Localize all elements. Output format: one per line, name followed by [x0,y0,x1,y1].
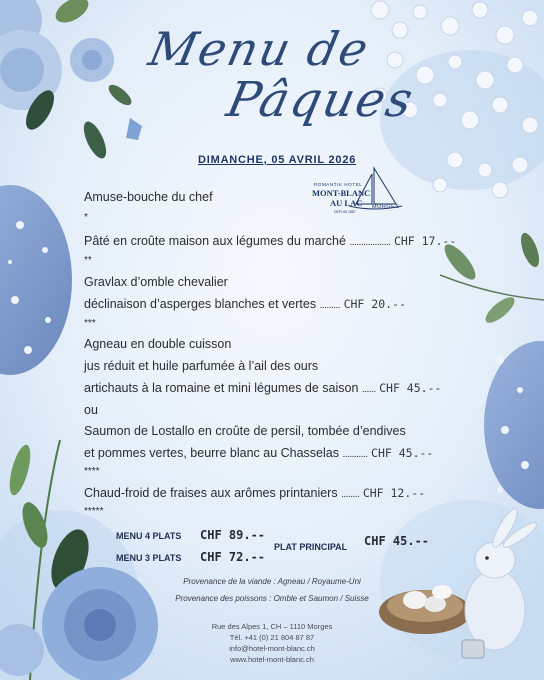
address-street: Rue des Alpes 1, CH – 1110 Morges [211,622,333,631]
course-separator: **** [84,466,100,477]
menu-item-saumon-detail [84,446,433,460]
dish-price: CHF 17.-- [393,234,457,248]
menu-item-gravlax-detail [84,297,406,311]
menu-item-gravlax-title: Gravlax d’omble chevalier [84,275,228,289]
provenance-fish: Provenance des poissons : Omble et Saumon / Suisse [175,594,369,603]
event-date: DIMANCHE, 05 AVRIL 2026 [198,154,357,166]
menu3-price: CHF 72.-- [200,550,266,564]
course-separator: ***** [84,506,104,517]
dish-price: CHF 45.-- [371,446,434,460]
provenance-meat: Provenance de la viande : Agneau / Royaume-Uni [183,577,361,586]
menu4-price: CHF 89.-- [200,528,266,542]
main-course-label: PLAT PRINCIPAL [274,542,348,552]
menu4-label: MENU 4 PLATS [116,531,182,541]
dish-name: déclinaison d’asperges blanches et vertes [84,297,317,311]
menu-item-dessert [84,486,425,500]
dish-name: artichauts à la romaine et mini légumes de saison [84,381,359,395]
logo-text-line4: MORGES [372,204,400,210]
dish-price: CHF 45.-- [379,381,442,395]
dish-price: CHF 12.-- [362,486,426,500]
dish-name: et pommes vertes, beurre blanc au Chasselas [84,446,339,460]
logo-text-line2: MONT-BLANC [312,188,371,198]
dish-name: Pâté en croûte maison aux légumes du marché [84,234,346,248]
menu-item-pate [84,234,456,248]
hotel-logo [304,164,424,224]
menu3-label: MENU 3 PLATS [116,553,182,563]
logo-text-line3: AU LAC [330,198,363,208]
course-separator: ** [84,255,92,266]
dot-leader: ........... [342,449,368,460]
course-separator: *** [84,318,96,329]
menu-alternative-or: ou [84,403,98,417]
menu-item-agneau-detail1: jus réduit et huile parfumée à l’ail des ours [84,359,319,373]
dot-leader: ...... [361,384,376,395]
page-title-line2: Pâques [222,72,420,128]
dot-leader: .................. [349,237,391,248]
logo-text-line5: DEPUIS 1887 [334,210,356,214]
menu-item-agneau-title: Agneau en double cuisson [84,337,232,351]
dot-leader: ......... [319,300,341,311]
menu-item-amuse: Amuse-bouche du chef [84,190,213,204]
logo-text-line1: ROMANTIK HOTEL [314,182,363,187]
address-email[interactable]: info@hotel-mont-blanc.ch [229,644,315,653]
address-phone: Tél. +41 (0) 21 804 87 87 [229,633,315,642]
course-separator: * [84,212,88,223]
dish-name: Chaud-froid de fraises aux arômes printaniers [84,486,338,500]
menu-item-agneau-detail2 [84,381,441,395]
dish-price: CHF 20.-- [343,297,406,311]
menu-item-saumon-title: Saumon de Lostallo en croûte de persil, tombée d’endives [84,424,406,438]
page-title-line1: Menu de [144,22,375,76]
dot-leader: ........ [341,489,360,500]
main-course-price: CHF 45.-- [364,534,430,548]
address-website[interactable]: www.hotel-mont-blanc.ch [230,655,314,664]
